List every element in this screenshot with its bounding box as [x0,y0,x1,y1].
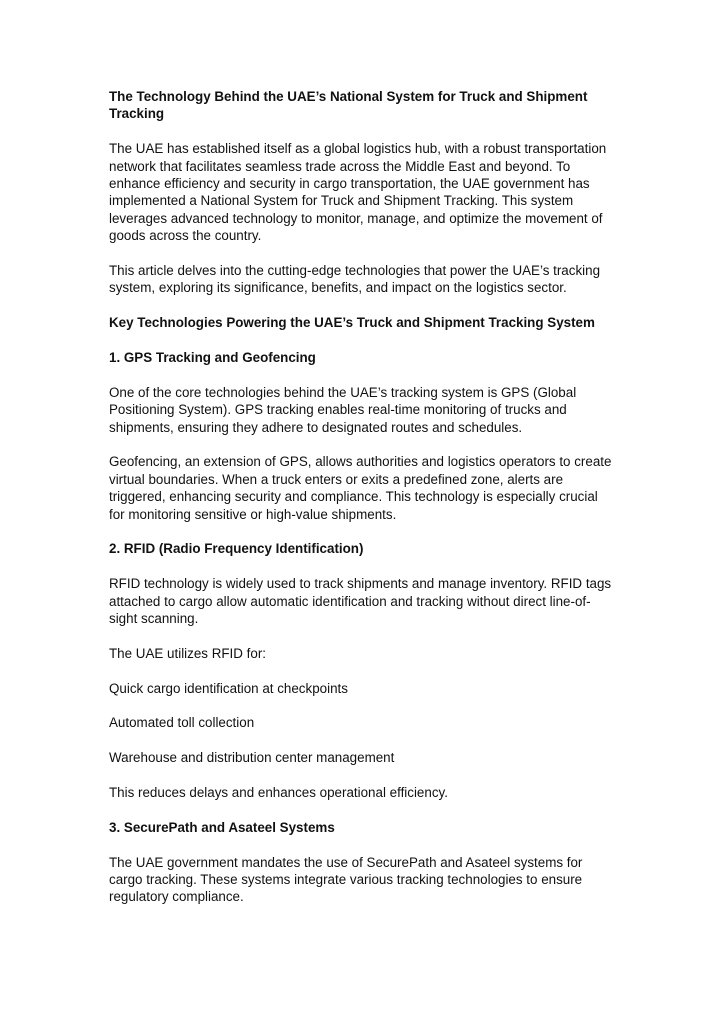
list-item: Quick cargo identification at checkpoints [109,680,348,696]
intro-paragraph: This article delves into the cutting-edge technologies that power the UAE’s tracking system, exploring its significance, benefits, and impact on the logistics sector. [109,263,601,296]
section-heading: 3. SecurePath and Asateel Systems [109,819,335,835]
rfid-use-list [109,680,614,767]
section-paragraph: Geofencing, an extension of GPS, allows authorities and logistics operators to create virtual boundaries. When a truck enters or exits a predefined zone, alerts are triggered, enhancing security and compliance. This technology is especially crucial for monitoring sensitive or high-value shipments. [109,454,612,522]
section-paragraph: RFID technology is widely used to track shipments and manage inventory. RFID tags attached to cargo allow automatic identification and tracking without direct line-of-sight scanning. [109,576,612,627]
section-securepath [109,819,614,906]
section-gps [109,349,614,523]
section-paragraph: The UAE government mandates the use of SecurePath and Asateel systems for cargo tracking. These systems integrate various tracking technologies to ensure regulatory compliance. [109,854,583,905]
section-heading: 1. GPS Tracking and Geofencing [109,350,316,366]
key-technologies-heading: Key Technologies Powering the UAE’s Truck and Shipment Tracking System [109,315,595,331]
section-heading: 2. RFID (Radio Frequency Identification) [109,541,364,557]
list-item: Warehouse and distribution center management [109,750,395,766]
list-item: Automated toll collection [109,715,255,731]
document-title: The Technology Behind the UAE’s National System for Truck and Shipment Tracking [109,89,588,122]
section-paragraph: One of the core technologies behind the UAE’s tracking system is GPS (Global Positioning System). GPS tracking enables real-time monitoring of trucks and shipments, ensuring they adhere to designated routes and schedules. [109,384,577,435]
section-paragraph: The UAE utilizes RFID for: [109,645,267,661]
document-page [109,88,614,923]
section-rfid [109,540,614,801]
section-closing: This reduces delays and enhances operational efficiency. [109,785,448,801]
intro-paragraph: The UAE has established itself as a global logistics hub, with a robust transportation network that facilitates seamless trade across the Middle East and beyond. To enhance efficiency and security in cargo transportation, the UAE government has implemented a National System for Truck and Shipment Tracking. This system leverages advanced technology to monitor, manage, and optimize the movement of goods across the country. [109,141,607,244]
